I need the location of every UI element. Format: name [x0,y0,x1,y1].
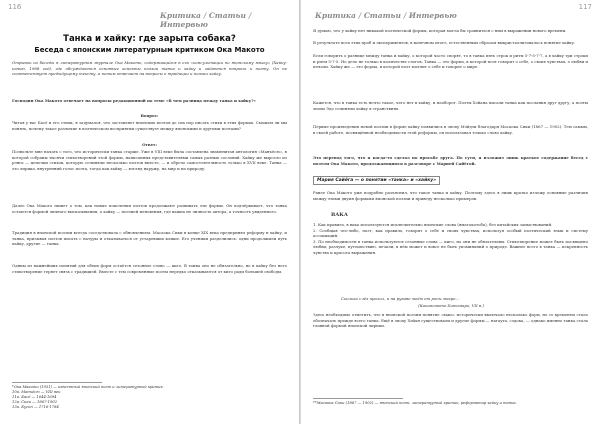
footnotes [12,385,287,410]
body-paragraph: Первые произведения новой поэзии в форме хайку появились в эпоху Мэйдзи благодаря Масаока Сики (1867 — 1902). Тем самым, в своей работе, посвящённой необходимости этой реформы, он использовал только слово хайку. [313,124,588,135]
body-paragraph: Далее Ока Макото пишет о том, как новые поколения поэтов продолжают развивать эти формы. Он подчёркивает, что танка остаются формой личного высказывания, а хайку — поэзией мгновения, где важна не личность автора, а точность увиденного. [12,203,287,214]
body-paragraph: Я думаю, что у хайку нет никакой поэтической формы, которая могла бы сравниться с ним в выражении нового времени. [313,28,567,33]
article-subtitle: Беседа с японским литературным критиком Ока Макото [34,46,265,54]
footnote-item: **Масаока Сики (1867 — 1902) — японский поэт, литературный критик, реформатор хайку и танка. [313,401,517,405]
poem-quote: Сколько слёз пролил, и на рукаве моём от росы мокро... [341,296,460,301]
body-paragraph: Одним из важнейших понятий для обеих форм остаётся сезонное слово — киго. В танка оно не обязательно, но в хайку без него стихотворение теряет связь с традицией. Вместе с тем современные поэты нередко отказываются от киго ради большей свободы. [12,263,287,274]
section-box-title: Мария Сайёга — о понятии «танка» и «хайку» [313,176,440,185]
footnote-item: 13а. Бусон — 1716-1784 [12,405,59,409]
list-item: 3. По необходимости в танка используются сезонные слова — киго, но они не обязательны. Стихотворение может быть посвящено любви, разлуке, путешествию, печали, в нём может и вовсе не быть упоминаний о природе. Важнее всего в танка — искренность чувства и красота выражения. [313,238,588,255]
answer-text: Позвольте мне начать с того, что исторически танка старше. Уже в VIII веке была составлена знаменитая антология «Манъёсю», в которой собраны тысячи стихотворений этой формы, написанных представителями самых разных сословий. Хайку же выросло из рэнга — цепочки стихов, которую сочиняли несколько поэтов вместе, — и обрело самостоятельность только в XVII веке. Танка — это лирика, внутренний голос поэта, тогда как хайку — взгляд наружу, на мир и на природу. [12,149,287,171]
header-part2: Статьи [363,11,401,20]
article-title: Танка и хайку: где зарыта собака? [63,34,236,44]
footnote-item: 11а. Басё — 1644-1694 [12,395,57,399]
list-item: 2. Сообщая что-либо, поэт, как правило, говорит о себе и своих чувствах, используя особый поэтический язык и систему ассоциаций. [313,227,588,238]
footnote-item: 10а. Манъёсю — VIII век [12,390,61,394]
body-paragraph: В результате всех этих проб и экспериментов, в конечном итоге, естественным образом выкристаллизовалось понятие хайку. [313,40,576,45]
poem-attribution: (Какиномото Хитомаро, VII в.) [418,303,484,308]
body-paragraph: Здесь необходимо отметить, что в японской поэзии понятие «вака» исторически включало несколько форм, но со временем стало обозначать прежде всего танка. Ещё в эпоху Хэйан существовали и другие формы — нагаута, сэдока, — однако именно танка стала главной формой японской лирики. [313,312,588,328]
numbered-list [313,222,588,255]
right-page [301,0,600,424]
translator-note: Это перевод того, что я когда-то сделал по просьбе друга. По сути, я изложил лишь краткое содержание бесед с поэтом Ока Макото, продолжающимся в разговоре с Марией Сайёгой. [313,155,588,166]
question-intro: Господин Ока Макото отвечает на вопросы редакционной по теме «В чем разница между танка и хайку?» [12,98,256,103]
intro-paragraph: Отрывок из беседы в литературном журнале Ока Макото, содержащийся в его «консультации по японскому языку» (Хайку-кэнкю, 1988 год), где обсуждаются основные аспекты поэзии танка и хайку и задаются вопросы к поэту. Он не соответствует предыдущему тексту, а потом отвечает на вопросы о традиции и поэзии хайку. [12,60,287,76]
footnote-item: *Ока Макото (1931) — известный японский поэт и литературный критик. [12,385,164,389]
footnote-item: 12а. Сики — 1867-1902 [12,400,58,404]
body-paragraph: Традиция в японской поэзии всегда соседствовала с обновлением. Масаока Сики в конце XIX века предпринял реформу и хайку, и танка, призывая поэтов писать с натуры и отказываться от устаревших клише. Его ученики разделились: одни продолжили путь хайку, другие — танка. [12,230,287,246]
footnote-rule [12,382,102,383]
section-heading: ВАКА [331,212,348,218]
header-part3: Интервью [160,20,208,29]
body-paragraph: Кажется, что в танка есть нечто такое, чего нет в хайку, и наоборот. Поэты Хэйана писали танка как послания друг другу, а поэты эпохи Эдо сочиняли хайку в странствиях. [313,100,588,111]
question-label: Вопрос: [140,113,159,118]
body-paragraph: Если говорить о разнице между танка и хайку, о которой часто спорят, то в танка пять строк и ритм 5-7-5-7-7, а в хайку три строки и ритм 5-7-5. Но дело не только в количестве слогов. Танка — это форма, в которой поэт говорит о себе, о своих чувствах, о любви и печали. Хайку же — это форма, в которой поэт молчит о себе и говорит о мире. [313,53,588,69]
question-text: Читая у вас Басё и его стихи, я задумался, что заставляет японских поэтов до сих пор писать стихи в этих формах. Сможем ли мы понять, почему такое различие в поэтическом восприятии существует между японскими и другими поэтами? [12,120,287,131]
footnote-rule [313,398,403,399]
running-header: Критика / Статьи / Интервью [315,11,457,20]
answer-label: Ответ: [142,142,157,147]
header-part1: Критика [160,11,201,20]
header-part2: Статьи [208,11,246,20]
header-part1: Критика [315,11,356,20]
header-part3: Интервью [408,11,457,20]
list-item: 1. Как правило, в вака используются исключительно японские слова (яматокотоба), без китайских заимствований. [313,222,553,227]
body-paragraph: Ранее Ока Макото уже подробно разъяснил, что такое танка и хайку. Поэтому здесь я лишь кратко изложу основные различия между этими двумя формами японской поэзии и приведу несколько примеров. [313,190,588,201]
page-number: 117 [578,3,592,11]
running-header: Критика / Статьи / Интервью [160,11,252,29]
page-number: 116 [8,3,22,11]
